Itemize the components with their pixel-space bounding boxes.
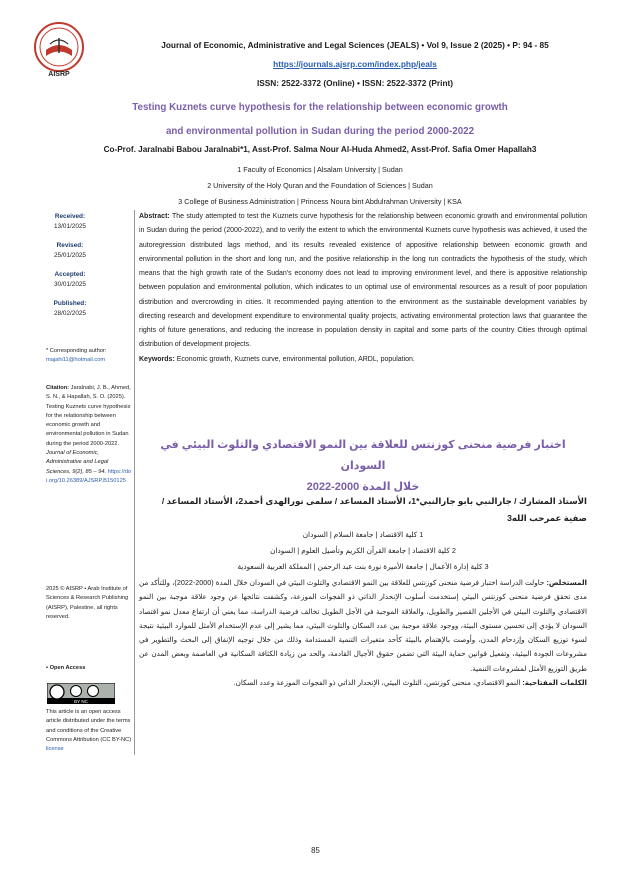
paper-title <box>60 96 580 144</box>
nc-icon <box>88 686 99 697</box>
abstract-text: The study attempted to test the Kuznets curve hypothesis for the relationship between economic growth and environmental pollution in Sudan during the period (2000-2022), and to verify the extent to which the environmental Kuznets curve hypothesis was achieved, it used the autoregression distributed lags method, and its results revealed existence of appositive relationship between economic growth and environmental pollution in the short and long run, and the positive relationship in the long run contradicts the hypothesis of the study, which means that the high growth rate of the Sudan's economy does not lead to improving environment level, and there is appositive relationship between population and environmental pollution, which indicates to un optimal use of environmental resources as a result of poor population distribution and overcrowding in cities. It recommended paying attention to the environment as the sustainable development variables by directing research and development expenditure to environmental quality projects, activating environmental protection laws that guarantee the rights of future generations, and reducing the increase in population density in capital and some parts of the country Cities through optimal distribution of development projects. <box>139 213 587 349</box>
arabic-title-line-1: اختبار فرضية منحنى كوزنتس للعلاقة بين النمو الاقتصادي والتلوث البيئي في السودان <box>160 439 566 472</box>
published-date: 28/02/2025 <box>54 310 86 317</box>
arabic-keywords-label: الكلمات المفتاحية: <box>522 678 587 688</box>
authors: Co-Prof. Jaralnabi Babou Jaralnabi*1, Asst-Prof. Salma Nour Al-Huda Ahmed2, Asst-Prof. Safia Omer Hapallah3 <box>103 145 537 154</box>
accepted-date: 30/01/2025 <box>54 281 86 288</box>
arabic-affiliation-3: 3 كلية إدارة الأعمال | جامعة الأميرة نورة بنت عبد الرحمن | المملكة العربية السعودية <box>237 562 489 571</box>
cc-icon <box>50 685 64 699</box>
citation-block <box>46 384 132 486</box>
arabic-title <box>139 435 587 498</box>
affiliation-3: 3 College of Business Administration | Princess Noura bint Abdulrahman University | KSA <box>178 197 462 206</box>
abstract-label: Abstract: <box>139 213 170 220</box>
dates-panel <box>20 212 120 328</box>
aisrp-logo <box>28 20 90 78</box>
license-link[interactable]: license <box>46 746 64 753</box>
issn: ISSN: 2522-3372 (Online) • ISSN: 2522-3372 (Print) <box>256 78 454 88</box>
revised-label: Revised: <box>56 242 84 249</box>
received-label: Received: <box>54 213 86 220</box>
license-statement: This article is an open access article distributed under the terms and conditions of the Creative Commons Attribution (CC BY-NC) <box>46 709 132 743</box>
page-number: 85 <box>311 846 320 855</box>
arabic-abstract-text: حاولت الدراسة اختبار فرضية منحنى كوزنتس للعلاقة بين النمو الاقتصادي والتلوث البيئي في السودان خلال المدة (2000-2022)، وللتأكد من مدى تحقق فرضية منحنى كوزنتس البيئي إستخدمت أسلوب الإنحدار الذاتي ذو الفجوات الموزعة، وكشفت نتائجها عن وجود علاقة موجبة بين النمو الاقتصادي والتلوث البيئي في الأجلين القصير والطويل، والعلاقة الموجبة في الأجل الطويل تخالف فرضية الدراسة، مما يعني أن ارتفاع معدل نمو اقتصاد السودان لا يؤدي إلى تحسين مستوى البيئة، ووجود علاقة موجبة بين عدد السكان والتلوث البيئي، مما يشير إلى عدم الإستخدام الأمثل للموارد البيئية نتيجة لسوء توزيع السكان وإزدحام المدن، وأوصت بالإهتمام بالبيئة كأحد متغيرات التنمية المستدامة وذلك من خلال توجيه الإنفاق إلى البحث والتطوير في مشروعات الجودة البيئية، وتفعيل قوانين حماية البيئة التي تضمن حقوق الأجيال القادمة، والحد من زيادة الكثافة السكانية في العاصمة وبعض المدن عن طريق التوزيع الأمثل لمشروعات التنمية. <box>139 578 587 673</box>
journal-name: Journal of Economic, Administrative and Legal Sciences (JEALS) • Vol 9, Issue 2 (2025) • P: 94 - 85 <box>161 40 549 50</box>
journal-header <box>95 36 615 93</box>
corresponding-email-link[interactable]: majahi11@hotmail.com <box>46 357 106 364</box>
received-date: 13/01/2025 <box>54 223 86 230</box>
arabic-title-line-2: خلال المدة 2000-2022 <box>306 481 420 493</box>
keywords-label: Keywords: <box>139 355 175 363</box>
affiliation-2: 2 University of the Holy Quran and the Foundation of Sciences | Sudan <box>207 181 433 190</box>
badge-text: BY NC <box>74 699 88 704</box>
journal-url-link[interactable]: https://journals.ajsrp.com/index.php/jeals <box>273 59 437 69</box>
accepted-label: Accepted: <box>54 271 86 278</box>
arabic-affiliation-1: 1 كلية الاقتصاد | جامعة السلام | السودان <box>302 530 424 539</box>
person-icon <box>71 686 82 697</box>
english-abstract <box>139 210 587 367</box>
affiliation-1: 1 Faculty of Economics | Alsalam University | Sudan <box>237 165 403 174</box>
keywords: Economic growth, Kuznets curve, environmental pollution, ARDL, population. <box>176 355 415 363</box>
open-access-label: • Open Access <box>46 665 86 671</box>
corresponding-author <box>46 347 132 366</box>
open-access-text <box>46 708 132 754</box>
title-line-1: Testing Kuznets curve hypothesis for the relationship between economic growth <box>132 102 508 113</box>
citation-journal: Journal of Economic, Administrative and Legal Sciences, 9(2), 85 – 94. <box>46 450 109 475</box>
arabic-abstract <box>139 576 587 690</box>
title-line-2: and environmental pollution in Sudan during the period 2000-2022 <box>165 126 475 137</box>
logo-text: AISRP <box>48 71 70 78</box>
arabic-affiliation-2: 2 كلية الاقتصاد | جامعة القرآن الكريم وتأصيل العلوم | السودان <box>270 546 456 555</box>
citation-text: Jaralnabi, J. B., Ahmed, S. N., & Hapallah, S. O. (2025). Testing Kuznets curve hypothesis for the relationship between economic growth and environmental pollution in Sudan during the period 2000-2022. <box>46 385 131 447</box>
citation-label: Citation: <box>46 385 70 391</box>
corresponding-label: * Corresponding author: <box>46 348 107 354</box>
arabic-authors: الأستاذ المشارك / جارالنبي بابو جارالنبي*1، الأستاذ المساعد / سلمى نورالهدى أحمد2، الأستاذ المساعد / صفية عمرحب الله3 <box>161 496 587 523</box>
revised-date: 25/01/2025 <box>54 252 86 259</box>
citation-doi-link[interactable]: https://doi.org/10.26389/AJSRP.B150125 <box>46 468 132 484</box>
arabic-keywords: النمو الاقتصادي، منحنى كوزنتس، التلوث البيئي، الإنحدار الذاتي ذو الفجوات الموزعة وعدد السكان. <box>233 678 521 688</box>
copyright: 2025 © AISRP • Arab Institute of Sciences & Research Publishing (AISRP), Palestine, all rights reserved. <box>46 586 129 620</box>
cc-by-nc-badge <box>47 683 115 704</box>
arabic-abstract-label: المستخلص: <box>546 578 588 587</box>
column-divider <box>134 210 135 755</box>
published-label: Published: <box>53 300 87 307</box>
